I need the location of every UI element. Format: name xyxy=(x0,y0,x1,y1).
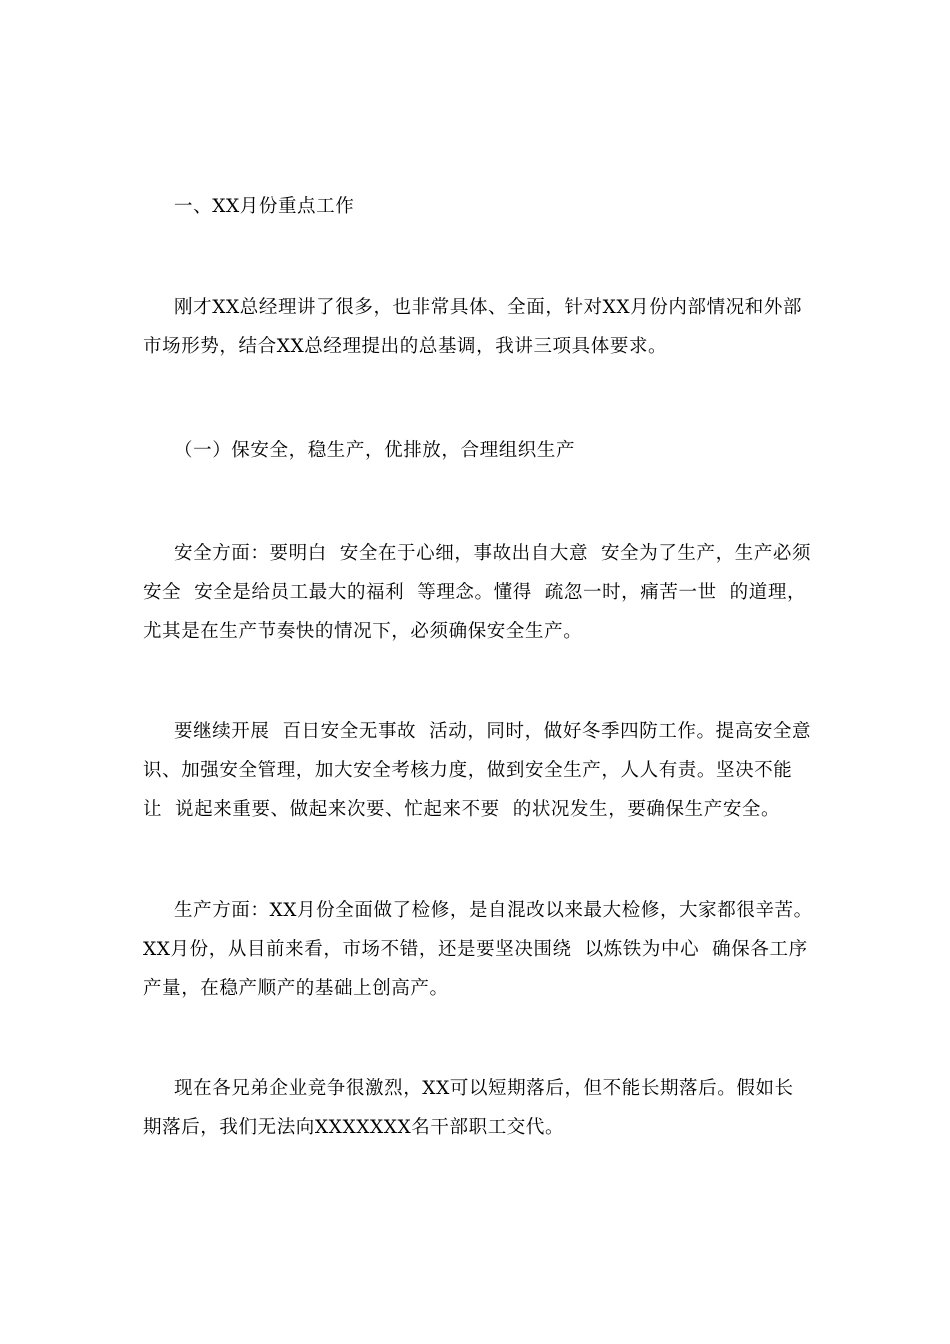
paragraph-line: 产量，在稳产顺产的基础上创高产。 xyxy=(143,978,449,999)
paragraph-line: 市场形势，结合XX总经理提出的总基调，我讲三项具体要求。 xyxy=(143,336,668,357)
paragraph-line: 安全方面：要明白 安全在于心细，事故出自大意 安全为了生产，生产必须 xyxy=(174,543,812,564)
paragraph-line: 生产方面：XX月份全面做了检修，是自混改以来最大检修，大家都很辛苦。 xyxy=(174,900,813,921)
section-heading xyxy=(143,187,807,226)
paragraph-line: 要继续开展 百日安全无事故 活动，同时，做好冬季四防工作。提高安全意 xyxy=(174,721,812,742)
section-heading-text: 一、XX月份重点工作 xyxy=(174,196,355,217)
paragraph-line: 尤其是在生产节奏快的情况下，必须确保安全生产。 xyxy=(143,621,583,642)
safety-paragraph xyxy=(143,534,812,651)
paragraph-line: 期落后，我们无法向XXXXXXX名干部职工交代。 xyxy=(143,1117,565,1138)
paragraph-line: 让 说起来重要、做起来次要、忙起来不要 的状况发生，要确保生产安全。 xyxy=(143,799,781,820)
paragraph-line: 现在各兄弟企业竞争很激烈，XX可以短期落后，但不能长期落后。假如长 xyxy=(174,1078,794,1099)
paragraph-line: 安全 安全是给员工最大的福利 等理念。懂得 疏忽一时，痛苦一世 的道理， xyxy=(143,582,807,603)
subsection-heading xyxy=(143,431,807,470)
paragraph-line: 识、加强安全管理，加大安全考核力度，做到安全生产，人人有责。坚决不能 xyxy=(143,760,793,781)
campaign-paragraph xyxy=(143,712,812,829)
production-paragraph xyxy=(143,891,813,1008)
paragraph-line: XX月份，从目前来看，市场不错，还是要坚决围绕 以炼铁为中心 确保各工序 xyxy=(143,939,808,960)
competition-paragraph xyxy=(143,1069,807,1147)
subsection-heading-text: （一）保安全，稳生产，优排放，合理组织生产 xyxy=(174,440,576,461)
intro-paragraph xyxy=(143,288,807,366)
paragraph-line: 刚才XX总经理讲了很多，也非常具体、全面，针对XX月份内部情况和外部 xyxy=(174,297,803,318)
